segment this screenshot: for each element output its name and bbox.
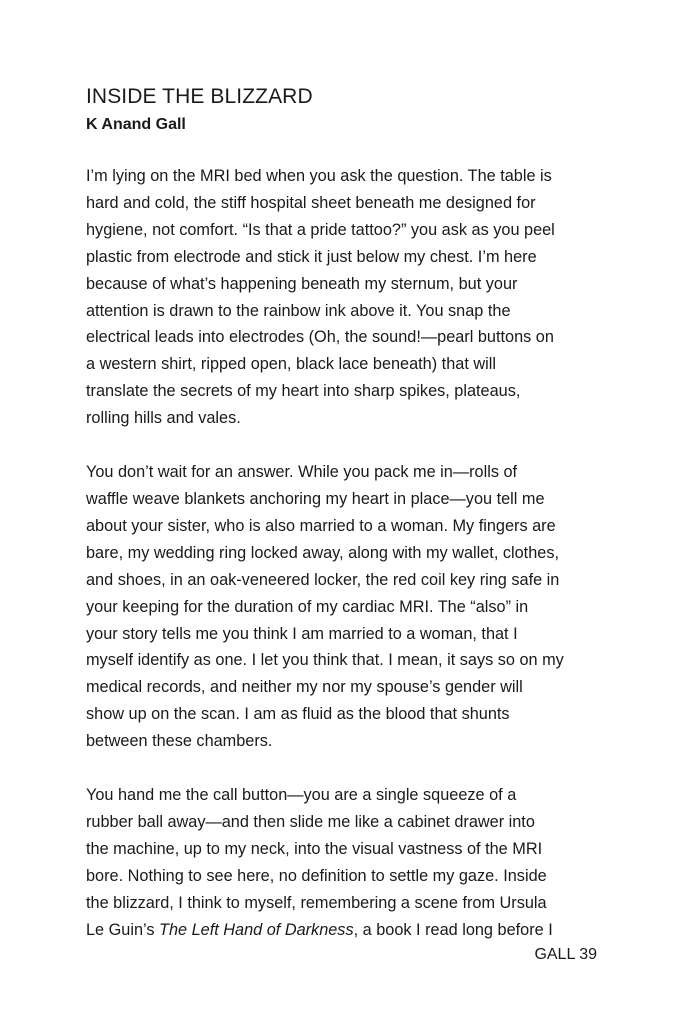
- text-line: the blizzard, I think to myself, remembering a scene from Ursula: [86, 893, 547, 912]
- text-line: electrical leads into electrodes (Oh, the sound!—pearl buttons on: [86, 328, 554, 347]
- text-line: about your sister, who is also married to a woman. My fingers are: [86, 516, 556, 535]
- text-line: bore. Nothing to see here, no definition to settle my gaze. Inside: [86, 866, 547, 885]
- text-line: attention is drawn to the rainbow ink above it. You snap the: [86, 301, 511, 320]
- text-line: show up on the scan. I am as fluid as the blood that shunts: [86, 705, 510, 724]
- page-footer: GALL 39: [534, 946, 597, 963]
- text-line: hygiene, not comfort. “Is that a pride tattoo?” you ask as you peel: [86, 220, 555, 239]
- text-line: medical records, and neither my nor my spouse’s gender will: [86, 678, 523, 697]
- text-line: waffle weave blankets anchoring my heart in place—you tell me: [86, 489, 545, 508]
- text-segment: Le Guin’s: [86, 920, 160, 939]
- text-line: your story tells me you think I am married to a woman, that I: [86, 624, 518, 643]
- text-line: the machine, up to my neck, into the visual vastness of the MRI: [86, 839, 543, 858]
- author-name: K Anand Gall: [86, 116, 186, 133]
- text-line: hard and cold, the stiff hospital sheet beneath me designed for: [86, 193, 536, 212]
- text-line: You hand me the call button—you are a single squeeze of a: [86, 786, 517, 805]
- text-line: a western shirt, ripped open, black lace beneath) that will: [86, 355, 496, 374]
- text-line: because of what’s happening beneath my sternum, but your: [86, 274, 518, 293]
- text-line: between these chambers.: [86, 732, 273, 751]
- text-segment: , a book I read long before I: [353, 920, 553, 939]
- text-line: plastic from electrode and stick it just below my chest. I’m here: [86, 247, 537, 266]
- text-line: translate the secrets of my heart into sharp spikes, plateaus,: [86, 382, 521, 401]
- text-line: You don’t wait for an answer. While you pack me in—rolls of: [86, 463, 518, 482]
- text-line: and shoes, in an oak-veneered locker, the red coil key ring safe in: [86, 570, 560, 589]
- text-line: rubber ball away—and then slide me like a cabinet drawer into: [86, 812, 535, 831]
- page-title: INSIDE THE BLIZZARD: [86, 85, 313, 108]
- book-title: The Left Hand of Darkness: [159, 920, 354, 939]
- text-line: rolling hills and vales.: [86, 409, 241, 428]
- paragraph-2: [86, 459, 606, 755]
- text-line: I’m lying on the MRI bed when you ask the question. The table is: [86, 167, 552, 185]
- text-line: your keeping for the duration of my cardiac MRI. The “also” in: [86, 597, 529, 616]
- text-line: bare, my wedding ring locked away, along with my wallet, clothes,: [86, 543, 559, 562]
- body-text: [86, 163, 606, 943]
- text-line-with-book-title: [86, 917, 606, 944]
- text-line: myself identify as one. I let you think that. I mean, it says so on my: [86, 651, 564, 670]
- paragraph-3: [86, 782, 606, 943]
- paragraph-1: [86, 163, 606, 432]
- page-content: [86, 84, 606, 970]
